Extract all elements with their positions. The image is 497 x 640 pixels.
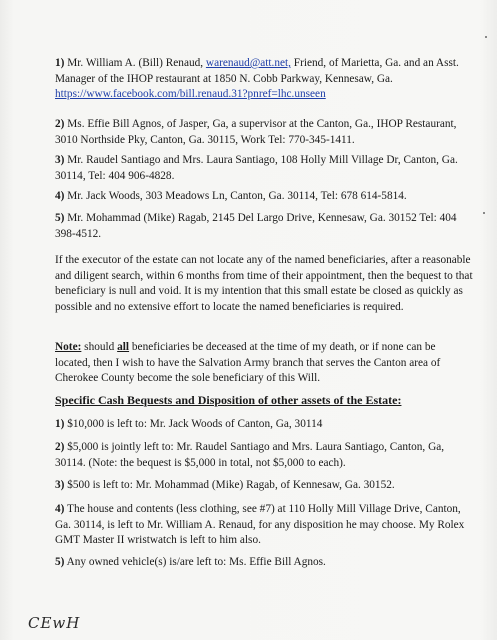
item-number: 2) xyxy=(55,441,65,453)
item-text: The house and contents (less clothing, see #7) at 110 Holly Mill Village Drive, Canton, Ga. 30114, is left to Mr. William A. Renaud, for any disposition he may choose. My Rolex GMT Master II wristwatch is left to him also. xyxy=(55,503,465,547)
item-text: Mr. Mohammad (Mike) Ragab, 2145 Del Largo Drive, Kennesaw, Ga. 30152 Tel: 404 398-4512. xyxy=(55,212,457,240)
section-heading: Specific Cash Bequests and Disposition of other assets of the Estate: xyxy=(55,393,402,407)
item-text: Friend, of Marietta, Ga. and an Asst. Manager of the IHOP restaurant at 1850 N. Cobb Parkway, Kennesaw, Ga. xyxy=(55,57,459,85)
bequest-item-1 xyxy=(55,417,473,433)
item-number: 2) xyxy=(55,118,65,130)
item-number: 1) xyxy=(55,57,65,69)
item-number: 3) xyxy=(55,479,65,491)
handwritten-initials: CEwH xyxy=(28,614,81,632)
paragraph-text: If the executor of the estate can not locate any of the named beneficiaries, after a reasonable and diligent search, within 6 months from time of their appointment, then the bequest to that beneficiary is null and void. It is my intention that this small estate be closed as quickly as possible and no extensive effort to locate the named beneficiaries is required. xyxy=(55,254,473,313)
beneficiary-item-2 xyxy=(55,117,473,148)
beneficiary-item-3 xyxy=(55,153,473,184)
note-text: should xyxy=(81,341,118,353)
item-text: Any owned vehicle(s) is/are left to: Ms. Effie Bill Agnos. xyxy=(66,556,326,568)
item-text: Mr. Jack Woods, 303 Meadows Ln, Canton, Ga. 30114, Tel: 678 614-5814. xyxy=(67,190,407,202)
beneficiary-item-4 xyxy=(55,189,473,205)
beneficiary-item-5 xyxy=(55,211,473,242)
item-number: 3) xyxy=(55,154,65,166)
item-text: Mr. William A. (Bill) Renaud, xyxy=(67,57,206,69)
item-number: 5) xyxy=(55,212,65,224)
note-text: beneficiaries be deceased at the time of my death, or if none can be located, then I wish to have the Salvation Army branch that serves the Canton area of Cherokee County become the sole beneficiary of this Will. xyxy=(55,341,441,385)
scan-speck xyxy=(485,36,487,38)
item-text: $500 is left to: Mr. Mohammad (Mike) Ragab, of Kennesaw, Ga. 30152. xyxy=(67,479,395,491)
item-text: $5,000 is jointly left to: Mr. Raudel Santiago and Mrs. Laura Santiago, Canton, Ga, 30114. (Note: the bequest is $5,000 in total, not $5,000 to each). xyxy=(55,441,445,469)
bequest-item-4 xyxy=(55,502,473,549)
executor-paragraph xyxy=(55,253,473,315)
item-number: 4) xyxy=(55,190,65,202)
bequest-item-2 xyxy=(55,440,473,471)
item-number: 4) xyxy=(55,503,65,515)
note-paragraph xyxy=(55,340,473,387)
bequest-item-5 xyxy=(55,555,473,571)
item-number: 1) xyxy=(55,418,65,430)
item-text: Ms. Effie Bill Agnos, of Jasper, Ga, a supervisor at the Canton, Ga., IHOP Restaurant, 3010 Northside Pky, Canton, Ga. 30115, Work Tel: 770-345-1411. xyxy=(55,118,457,146)
email-link[interactable]: warenaud@att.net, xyxy=(205,57,291,69)
item-text: Mr. Raudel Santiago and Mrs. Laura Santiago, 108 Holly Mill Village Dr, Canton, Ga. 30114, Tel: 404 906-4828. xyxy=(55,154,458,182)
bequest-item-3 xyxy=(55,478,473,494)
item-number: 5) xyxy=(55,556,65,568)
note-emphasis: all xyxy=(117,341,130,353)
item-text: $10,000 is left to: Mr. Jack Woods of Canton, Ga, 30114 xyxy=(67,418,323,430)
beneficiary-item-1 xyxy=(55,56,473,103)
facebook-link[interactable]: https://www.facebook.com/bill.renaud.31?pnref=lhc.unseen xyxy=(55,88,326,101)
scan-speck xyxy=(483,212,485,214)
note-label: Note: xyxy=(55,341,82,353)
